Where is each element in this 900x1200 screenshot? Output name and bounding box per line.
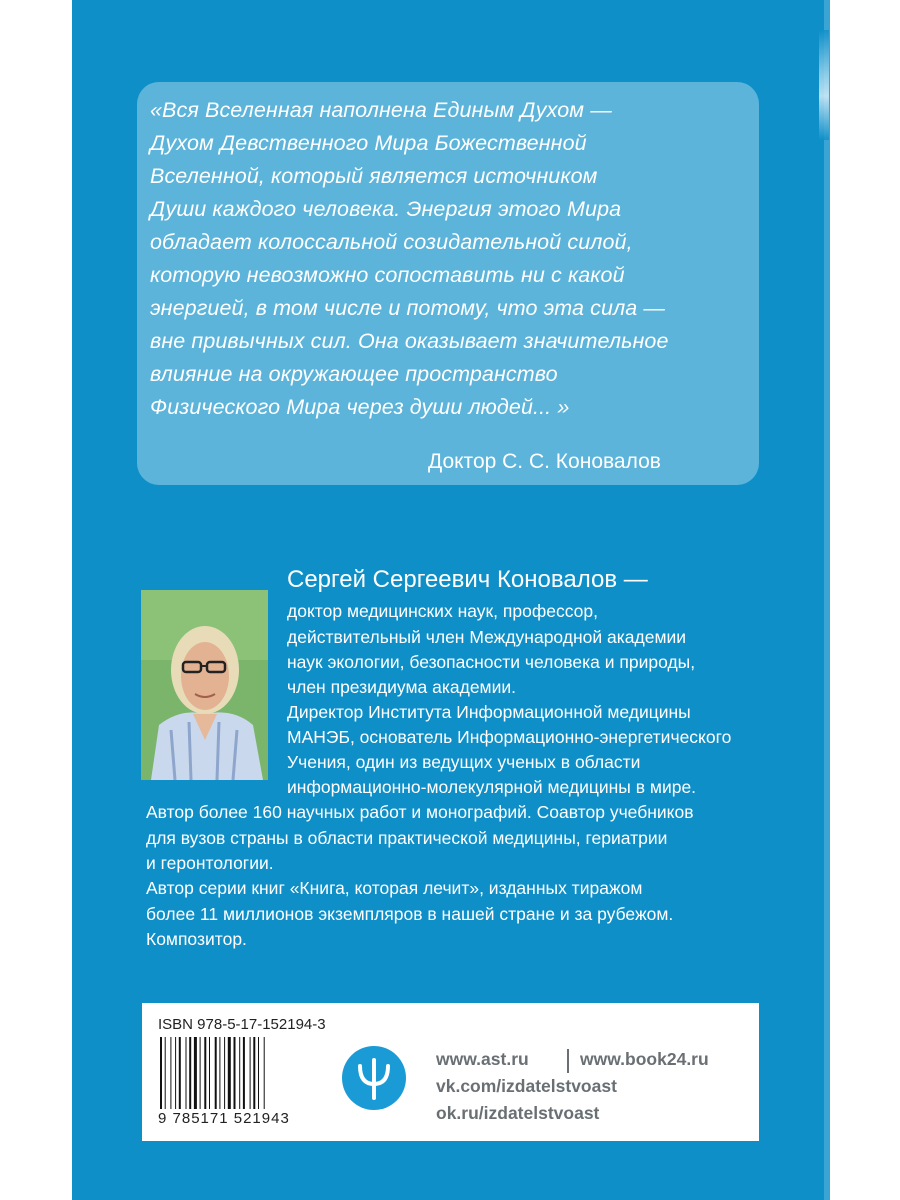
- barcode-bar: [194, 1037, 197, 1109]
- barcode-bar: [239, 1037, 240, 1109]
- bio-line: и геронтологии.: [146, 853, 274, 873]
- barcode-icon: [158, 1037, 310, 1109]
- barcode-bar: [179, 1037, 181, 1109]
- bio-line: Автор серии книг «Книга, которая лечит», изданных тиражом: [146, 878, 643, 898]
- url-divider: [567, 1049, 569, 1073]
- quote-attribution: Доктор С. С. Коновалов: [428, 450, 661, 473]
- bio-line: Директор Института Информационной медицины: [287, 702, 691, 722]
- bio-line: Композитор.: [146, 929, 247, 949]
- bio-line: член президиума академии.: [287, 677, 517, 697]
- bio-line: МАНЭБ, основатель Информационно-энергетического: [287, 727, 732, 747]
- bio-line: Автор более 160 научных работ и монографий. Соавтор учебников: [146, 802, 694, 822]
- barcode-bar: [200, 1037, 201, 1109]
- link-book24[interactable]: www.book24.ru: [580, 1049, 709, 1069]
- barcode-bar: [224, 1037, 225, 1109]
- barcode-bar: [243, 1037, 245, 1109]
- barcode-bar: [160, 1037, 162, 1109]
- author-name: Сергей Сергеевич Коновалов —: [287, 566, 648, 593]
- spine-highlight: [819, 30, 829, 140]
- barcode-bar: [204, 1037, 206, 1109]
- quote-line: которую невозможно сопоставить ни с какой: [150, 263, 625, 287]
- barcode-bar: [258, 1037, 259, 1109]
- spine-edge: [824, 0, 830, 1200]
- barcode-bar: [189, 1037, 191, 1109]
- author-photo: [141, 590, 268, 780]
- bio-line: Учения, один из ведущих ученых в области: [287, 752, 641, 772]
- quote-line: Души каждого человека. Энергия этого Мира: [150, 197, 622, 221]
- bio-line: информационно-молекулярной медицины в мире.: [287, 777, 697, 797]
- bio-line: наук экологии, безопасности человека и природы,: [287, 652, 696, 672]
- quote-line: вне привычных сил. Она оказывает значительное: [150, 329, 669, 353]
- quote-line: влияние на окружающее пространство: [150, 362, 558, 386]
- barcode-bar: [209, 1037, 210, 1109]
- psi-logo-icon: [342, 1046, 406, 1110]
- quote-line: «Вся Вселенная наполнена Единым Духом —: [150, 98, 612, 122]
- bio-line: для вузов страны в области практической медицины, гериатрии: [146, 828, 668, 848]
- barcode-bar: [253, 1037, 255, 1109]
- link-ok[interactable]: ok.ru/izdatelstvoast: [436, 1103, 600, 1123]
- barcode-bar: [175, 1037, 176, 1109]
- barcode-digits: 9 785171 521943: [158, 1110, 290, 1127]
- barcode-bar: [250, 1037, 251, 1109]
- barcode-bar: [228, 1037, 231, 1109]
- barcode-bar: [170, 1037, 171, 1109]
- barcode-bar: [165, 1037, 166, 1109]
- barcode-bar: [186, 1037, 187, 1109]
- link-vk[interactable]: vk.com/izdatelstvoast: [436, 1076, 617, 1096]
- quote-line: Физического Мира через души людей... »: [150, 395, 570, 419]
- quote-line: обладает колоссальной созидательной силой,: [150, 230, 633, 254]
- quote-line: Духом Девственного Мира Божественной: [150, 131, 587, 155]
- isbn-text: ISBN 978-5-17-152194-3: [158, 1016, 326, 1033]
- quote-line: Вселенной, который является источником: [150, 164, 598, 188]
- bio-line: действительный член Международной академии: [287, 627, 687, 647]
- bio-line: более 11 миллионов экземпляров в нашей стране и за рубежом.: [146, 904, 674, 924]
- barcode-bar: [234, 1037, 236, 1109]
- barcode-bar: [264, 1037, 265, 1109]
- link-ast[interactable]: www.ast.ru: [436, 1049, 529, 1069]
- barcode-bar: [219, 1037, 220, 1109]
- bio-line: доктор медицинских наук, профессор,: [287, 601, 598, 621]
- barcode-bar: [215, 1037, 217, 1109]
- quote-line: энергией, в том числе и потому, что эта сила —: [150, 296, 666, 320]
